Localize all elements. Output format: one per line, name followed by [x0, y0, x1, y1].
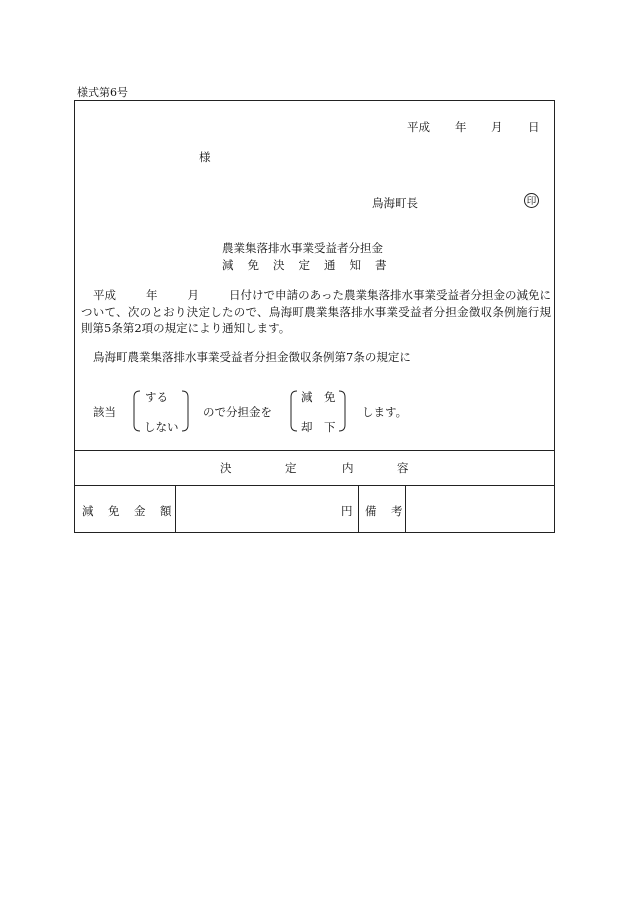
body-era: 平成	[93, 288, 117, 302]
decision-char: 内	[342, 461, 354, 475]
amount-label-char: 額	[160, 504, 172, 518]
body-year: 年	[146, 288, 158, 302]
date-year: 年	[455, 120, 467, 134]
issuer-name: 鳥海町長	[372, 196, 418, 210]
decision-char: 定	[285, 461, 297, 475]
seal-mark: 印	[524, 193, 539, 208]
date-month: 月	[491, 120, 503, 134]
divider	[358, 485, 359, 532]
choice-suffix: します。	[362, 405, 408, 419]
decision-char: 容	[397, 461, 409, 475]
form-number: 様式第6号	[77, 86, 128, 99]
notice-form-frame	[74, 100, 555, 533]
option-kyakka: 却 下	[301, 420, 336, 434]
option-suru: する	[145, 390, 168, 404]
date-era: 平成	[407, 120, 430, 134]
title-char: 書	[375, 258, 387, 272]
title-char: 定	[298, 258, 310, 272]
title-char: 決	[273, 258, 285, 272]
date-day: 日	[528, 120, 540, 134]
title-char: 免	[247, 258, 259, 272]
amount-label-char: 減	[82, 504, 94, 518]
decision-char: 決	[220, 461, 232, 475]
title-char: 減	[222, 258, 234, 272]
divider	[175, 485, 176, 532]
divider	[75, 450, 554, 451]
divider	[75, 485, 554, 486]
option-genmen: 減 免	[301, 390, 336, 404]
body-text: 日付けで申請のあった農業集落排水事業受益者分担金の減免について、次のとおり決定したので、鳥海町農業集落排水事業受益者分担金徴収条例施行規則第5条第2項の規定により通知します。	[81, 288, 552, 335]
title-line-1: 農業集落排水事業受益者分担金	[222, 241, 383, 255]
remarks-label-char: 考	[391, 504, 403, 518]
option-shinai: しない	[144, 420, 179, 434]
title-char: 通	[324, 258, 336, 272]
remarks-label-char: 備	[365, 504, 377, 518]
body-month: 月	[187, 288, 200, 302]
amount-unit: 円	[341, 504, 353, 518]
title-line-2	[222, 257, 387, 273]
divider	[405, 485, 406, 532]
choice-prefix: 該当	[93, 405, 116, 419]
choice-middle: ので分担金を	[203, 405, 272, 419]
title-char: 知	[349, 258, 361, 272]
notice-body	[81, 287, 551, 337]
amount-label-char: 金	[134, 504, 146, 518]
recipient-suffix: 様	[199, 150, 211, 164]
amount-label-char: 免	[108, 504, 120, 518]
ordinance-line: 鳥海町農業集落排水事業受益者分担金徴収条例第7条の規定に	[93, 350, 411, 364]
